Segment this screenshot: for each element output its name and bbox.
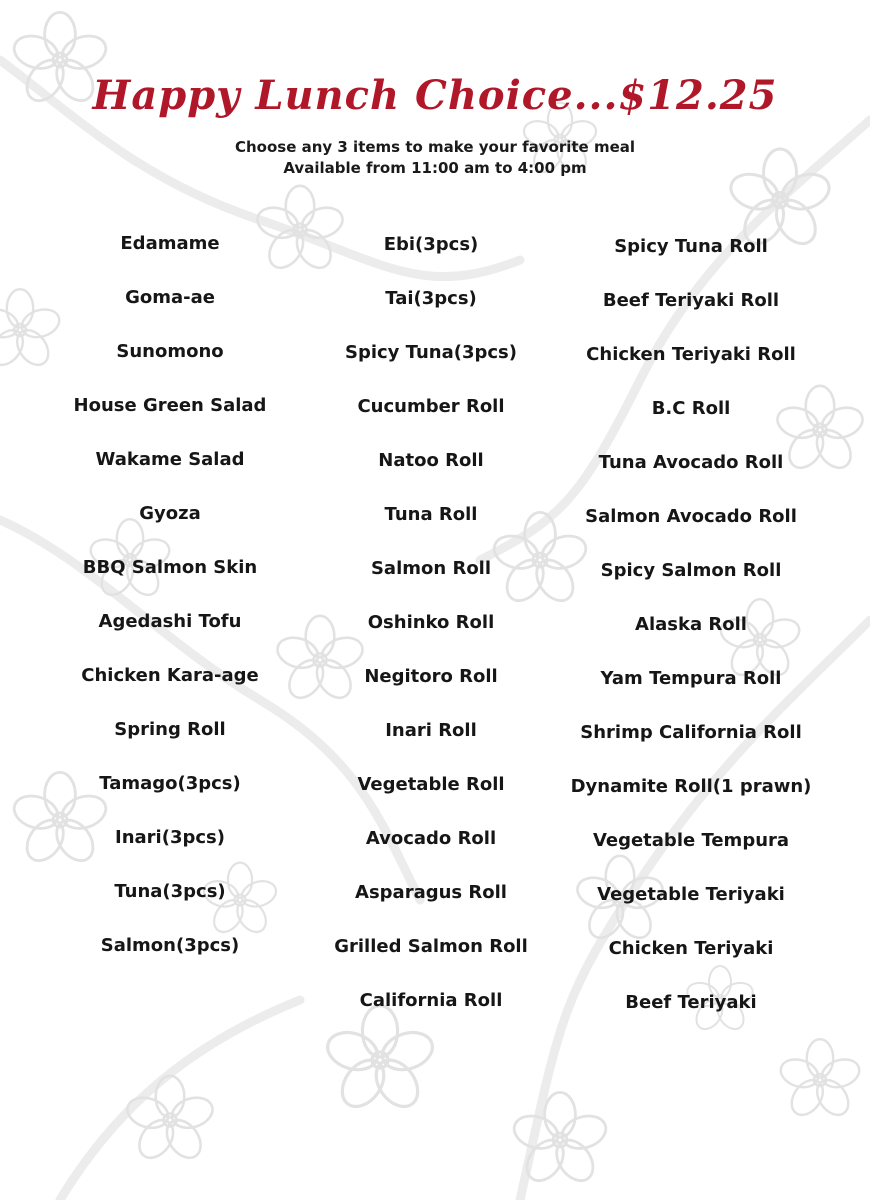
menu-item: Tuna Avocado Roll [598, 452, 784, 473]
menu-item: Avocado Roll [365, 828, 497, 849]
menu-item: Inari Roll [385, 720, 477, 741]
menu-item: House Green Salad [73, 395, 267, 416]
menu-item: Vegetable Roll [357, 774, 505, 795]
menu-item: Sunomono [116, 341, 224, 362]
menu-item: Asparagus Roll [355, 882, 507, 903]
menu-item: Gyoza [139, 503, 201, 524]
availability-text: Available from 11:00 am to 4:00 pm [283, 159, 587, 177]
menu-item: Tamago(3pcs) [99, 773, 241, 794]
menu-item: Spicy Tuna(3pcs) [344, 342, 517, 363]
menu-item: Ebi(3pcs) [383, 234, 479, 255]
menu-item: Alaska Roll [635, 614, 747, 635]
menu-item: Edamame [120, 233, 220, 254]
menu-item: Agedashi Tofu [98, 611, 242, 632]
menu-item: Wakame Salad [95, 449, 245, 470]
page-title: Happy Lunch Choice...$12.25 [92, 72, 778, 119]
menu-item: Negitoro Roll [364, 666, 498, 687]
menu-item: Salmon Roll [370, 558, 492, 579]
menu-item: Tai(3pcs) [385, 288, 477, 309]
instruction-text: Choose any 3 items to make your favorite meal [234, 138, 636, 156]
menu-item: Yam Tempura Roll [600, 668, 782, 689]
menu-item: Goma-ae [125, 287, 215, 308]
menu-item: Vegetable Tempura [592, 830, 790, 851]
menu-item: California Roll [359, 990, 503, 1011]
menu-item: Beef Teriyaki [625, 992, 757, 1013]
menu-item: Tuna Roll [384, 504, 478, 525]
menu-item: Chicken Teriyaki Roll [586, 344, 796, 365]
menu-item: Inari(3pcs) [115, 827, 225, 848]
menu-item: Dynamite Roll(1 prawn) [570, 776, 812, 797]
menu-item: Salmon Avocado Roll [585, 506, 797, 527]
menu-item: BBQ Salmon Skin [82, 557, 258, 578]
menu-item: Beef Teriyaki Roll [602, 290, 780, 311]
menu-item: B.C Roll [651, 398, 731, 419]
menu-item: Salmon(3pcs) [100, 935, 240, 956]
menu-item: Spicy Tuna Roll [614, 236, 768, 257]
menu-item: Spring Roll [114, 719, 226, 740]
menu-item: Chicken Teriyaki [608, 938, 774, 959]
menu-item: Chicken Kara-age [81, 665, 259, 686]
menu-item: Cucumber Roll [357, 396, 505, 417]
menu-item: Spicy Salmon Roll [600, 560, 782, 581]
menu-item: Vegetable Teriyaki [597, 884, 785, 905]
menu-item: Tuna(3pcs) [114, 881, 226, 902]
menu-item: Grilled Salmon Roll [334, 936, 528, 957]
menu-item: Shrimp California Roll [580, 722, 802, 743]
menu-item: Natoo Roll [378, 450, 484, 471]
menu-item: Oshinko Roll [367, 612, 495, 633]
